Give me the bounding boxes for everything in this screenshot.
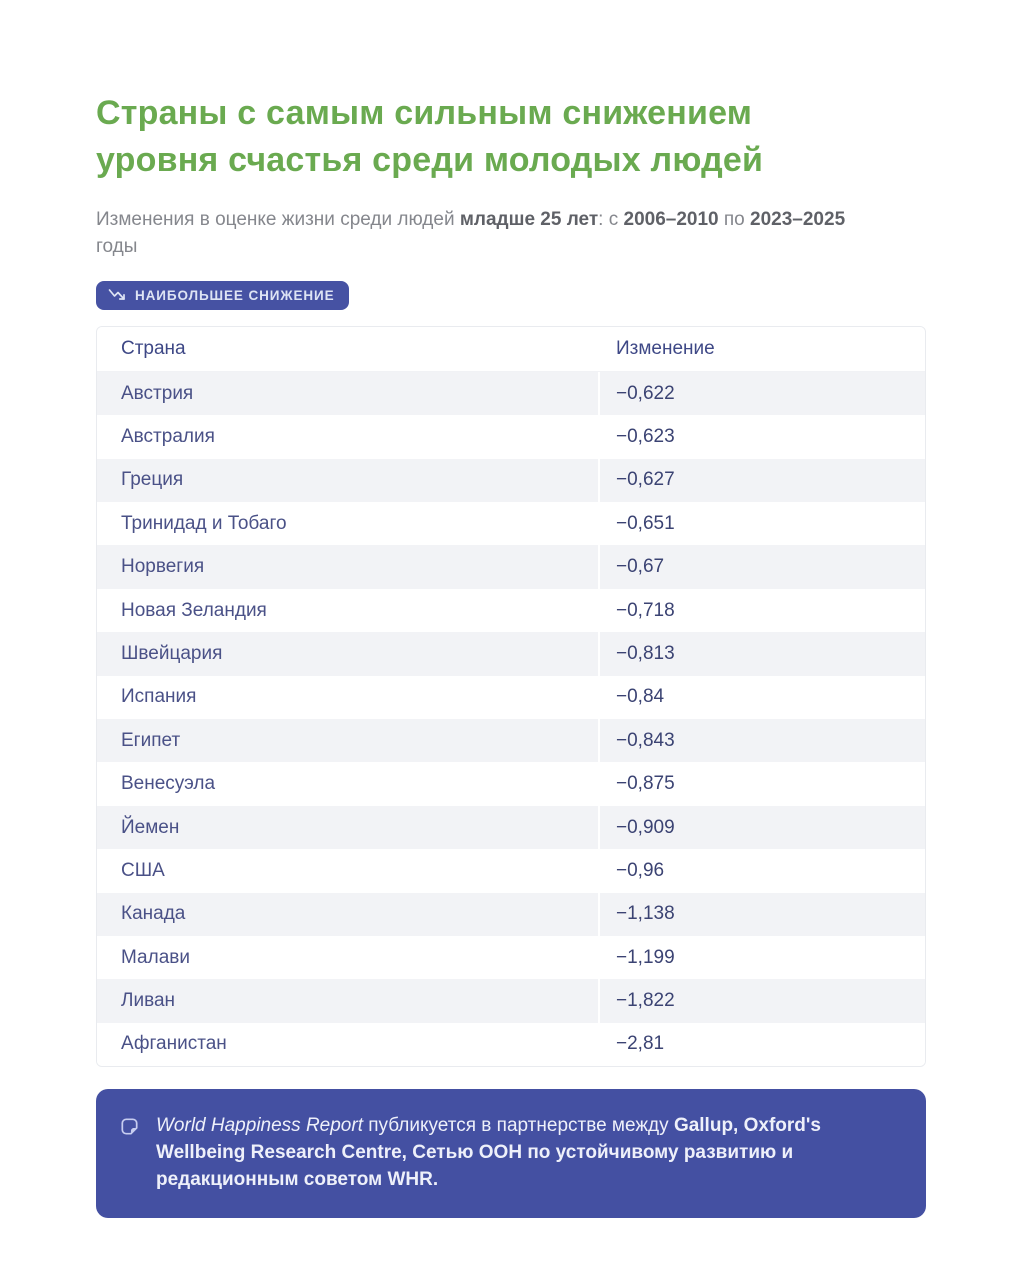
- change-cell: −0,909: [600, 806, 925, 849]
- change-cell: −0,84: [616, 686, 665, 708]
- change-cell: −1,138: [600, 893, 925, 936]
- country-cell: Канада: [97, 893, 598, 936]
- country-cell: Малави: [121, 946, 190, 968]
- source-note-segment: публикуется в партнерстве между: [362, 1115, 674, 1137]
- country-cell: Египет: [97, 719, 598, 762]
- change-cell: −2,81: [616, 1033, 665, 1055]
- change-cell: −0,622: [600, 372, 925, 415]
- country-cell: Австралия: [121, 425, 215, 447]
- change-cell: −0,67: [600, 545, 925, 588]
- country-cell: Испания: [121, 686, 197, 708]
- country-cell: Швейцария: [97, 632, 598, 675]
- change-cell: −0,623: [616, 425, 675, 447]
- change-cell: −1,822: [600, 979, 925, 1022]
- change-cell: −0,813: [600, 632, 925, 675]
- change-cell: −0,718: [616, 599, 675, 621]
- country-cell: Австрия: [97, 372, 598, 415]
- change-cell: −0,875: [616, 773, 675, 795]
- change-cell: −0,843: [600, 719, 925, 762]
- table-row: [97, 1023, 925, 1066]
- table-header-row: [97, 327, 925, 372]
- table-row: [97, 762, 925, 805]
- country-cell: Йемен: [97, 806, 598, 849]
- table-row: [97, 719, 925, 762]
- note-icon: [118, 1115, 141, 1194]
- change-cell: −0,627: [600, 459, 925, 502]
- page-title-line-2: уровня счастья среди молодых людей: [96, 140, 764, 179]
- country-cell: США: [121, 859, 165, 881]
- country-cell: Норвегия: [97, 545, 598, 588]
- subtitle-segment: Изменения в оценке жизни среди людей: [96, 208, 460, 230]
- country-cell: Тринидад и Тобаго: [121, 512, 287, 534]
- subtitle-segment: 2023–2025: [750, 208, 846, 230]
- table-row: [97, 502, 925, 545]
- table-row: [97, 936, 925, 979]
- column-header-country: Страна: [121, 337, 186, 359]
- subtitle-segment: по: [718, 208, 751, 230]
- subtitle-segment: младше 25 лет: [459, 208, 599, 230]
- country-cell: Новая Зеландия: [121, 599, 267, 621]
- subtitle-segment: : с: [598, 208, 624, 230]
- biggest-decline-badge-label: НАИБОЛЬШЕЕ СНИЖЕНИЕ: [135, 287, 335, 303]
- table-body: [97, 372, 925, 1066]
- source-note-text: [156, 1113, 896, 1194]
- decline-table: [96, 326, 926, 1067]
- country-cell: Греция: [97, 459, 598, 502]
- page-title: [96, 90, 926, 184]
- subtitle-segment: 2006–2010: [623, 208, 719, 230]
- table-row: [97, 979, 925, 1022]
- table-row: [97, 806, 925, 849]
- table-row: [97, 676, 925, 719]
- table-row: [97, 415, 925, 458]
- table-row: [97, 893, 925, 936]
- table-row: [97, 372, 925, 415]
- table-row: [97, 632, 925, 675]
- column-header-change: Изменение: [616, 337, 715, 359]
- change-cell: −1,199: [616, 946, 675, 968]
- table-row: [97, 459, 925, 502]
- table-row: [97, 545, 925, 588]
- source-note-panel: [96, 1089, 926, 1218]
- biggest-decline-badge: [96, 281, 349, 310]
- subtitle-segment: годы: [96, 236, 138, 258]
- country-cell: Афганистан: [121, 1033, 227, 1055]
- change-cell: −0,96: [616, 859, 665, 881]
- country-cell: Ливан: [97, 979, 598, 1022]
- subtitle: [96, 206, 866, 261]
- trend-down-icon: [108, 288, 126, 302]
- table-row: [97, 849, 925, 892]
- source-note-segment: World Happiness Report: [156, 1115, 363, 1137]
- country-cell: Венесуэла: [121, 773, 216, 795]
- table-row: [97, 589, 925, 632]
- source-note-segment: Gallup, Oxford's Wellbeing Research Centre, Сетью ООН по устойчивому развитию и редакционным советом WHR.: [156, 1115, 821, 1191]
- change-cell: −0,651: [616, 512, 675, 534]
- page-title-line-1: Страны с самым сильным снижением: [96, 94, 753, 132]
